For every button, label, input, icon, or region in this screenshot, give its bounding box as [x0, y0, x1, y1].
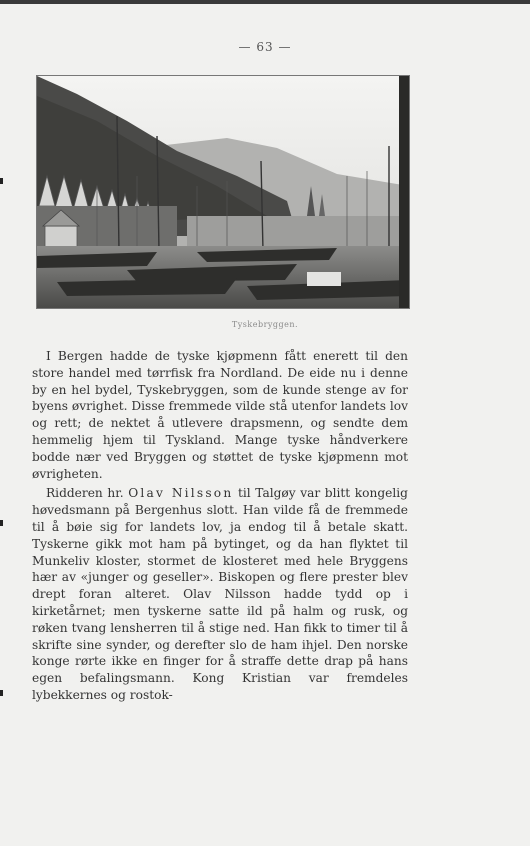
paragraph-2 [32, 485, 408, 703]
photo-caption: Tyskebryggen. [231, 320, 299, 329]
paragraph-1: I Bergen hadde de tyske kjøpmenn fått enerett til den store handel med tørrfisk fra Nordland. De eide nu i denne by en hel bydel, Tyskebryggen, som de kunde stenge av for byens øvrighet. Disse fremmede vilde stå utenfor landets lov og rett; de nektet å utlevere drapsmenn, og sendte dem hemmelig hjem til Tyskland. Mange tyske håndverkere bodde nær ved Bryggen og støttet de tyske kjøpmenn mot øvrigheten. [32, 349, 408, 481]
body-text [32, 348, 408, 704]
paragraph-2-start: Ridderen hr. [46, 486, 129, 501]
person-name: Olav Nilsson [128, 486, 234, 501]
margin-mark [0, 178, 3, 184]
page-top-edge [0, 0, 530, 4]
margin-mark [0, 690, 3, 696]
paragraph-2-rest: til Talgøy var blitt kongelig høvedsmann på Bergenhus slott. Han vilde få de fremmede til å bøie sig for landets lov, ja endog til å betale skatt. Tyskerne gikk mot ham på bytinget, og da han flyktet til Munkeliv kloster, stormet de klosteret med hele Bryggens hær av «junger og geseller». Biskopen og flere prester blev drept foran alteret. Olav Nilsson hadde tydd op i kirketårnet; men tyskerne satte ild på halm og rusk, og røken tvang lensherren til å stige ned. Han fikk to timer til å skrifte sine synder, og derefter slo de ham ihjel. Den norske konge rørte ikke en finger for å straffe dette drap på hans egen befalingsmann. Kong Kristian var fremdeles lybekkernes og rostok- [32, 486, 408, 702]
photo-tyskebryggen [36, 75, 410, 309]
margin-mark [0, 520, 3, 526]
page-number: — 63 — [238, 40, 292, 54]
harbour-photo-icon [37, 76, 409, 308]
